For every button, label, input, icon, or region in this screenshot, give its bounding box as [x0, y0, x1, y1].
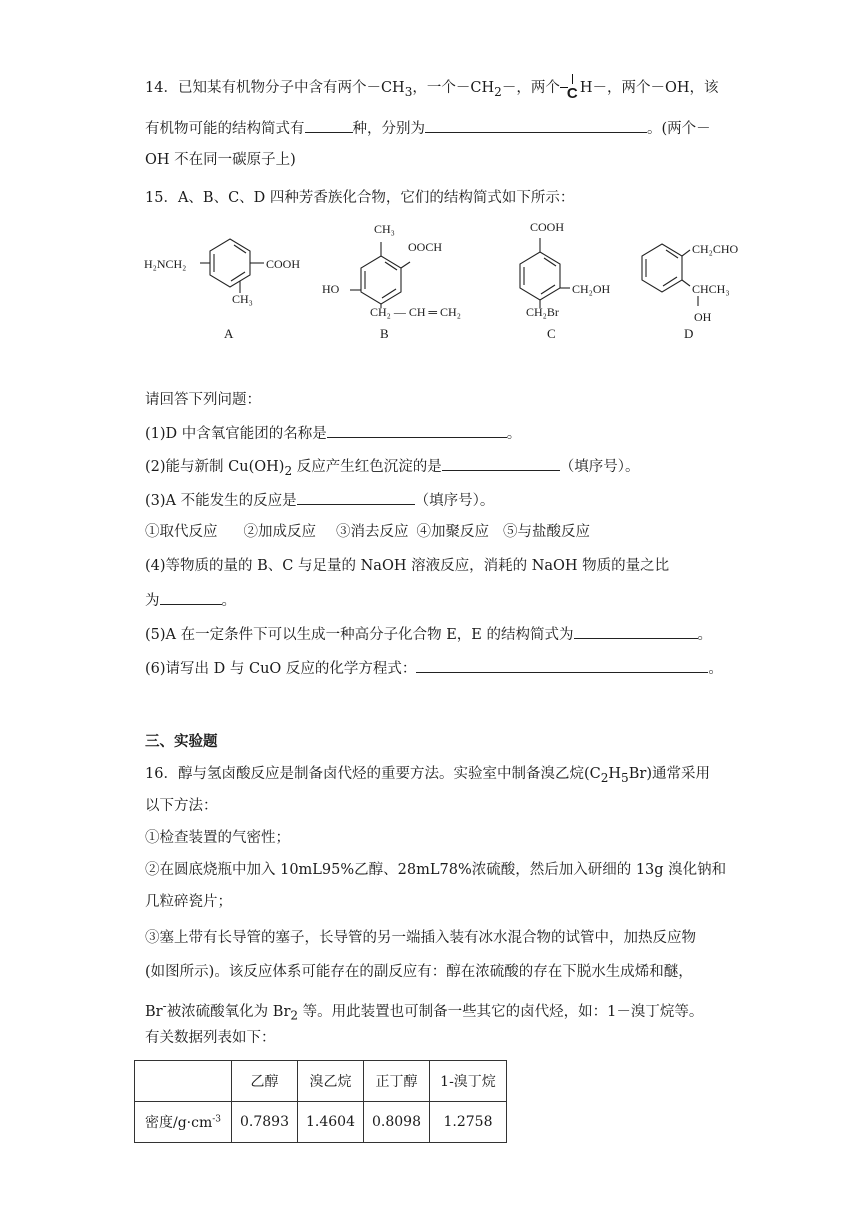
structure-a-caption: A: [224, 326, 234, 341]
q16-line-7: (如图所示)。该反应体系可能存在的副反应有：醇在浓硫酸的存在下脱水生成烯和醚，: [145, 964, 693, 980]
structure-c-caption: C: [547, 326, 556, 341]
option-3: ③消去反应: [336, 524, 409, 540]
question-text: (3)A 不能发生的反应是: [145, 493, 297, 509]
q14-text: －，两个: [501, 80, 560, 96]
option-2: ②加成反应: [243, 524, 316, 540]
table-cell: 1.2758: [430, 1102, 507, 1143]
q15-sub-6: [145, 658, 723, 679]
q15-prompt: 请回答下列问题：: [145, 392, 261, 408]
answer-blank[interactable]: [425, 118, 647, 133]
q16-text: 等。用此装置也可制备一些其它的卤代烃，如：1－溴丁烷等。: [298, 1003, 704, 1020]
q15-sub-4-line-1: (4)等物质的量的 B、C 与足量的 NaOH 溶液反应，消耗的 NaOH 物质的量之比: [145, 558, 670, 574]
option-4: ④加聚反应: [416, 524, 489, 540]
q14-text: 14．已知某有机物分子中含有两个－CH: [145, 80, 405, 96]
table-cell: 1.4604: [298, 1102, 364, 1143]
q15-sub-2: [145, 456, 639, 481]
q16-text: Br)通常采用: [628, 766, 710, 782]
subscript: 5: [621, 770, 629, 785]
answer-blank[interactable]: [297, 490, 415, 505]
q16-line-2: 以下方法：: [145, 798, 218, 814]
q16-line-6: ③塞上带有长导管的塞子，长导管的另一端插入装有冰水混合物的试管中，加热反应物: [145, 930, 696, 946]
structure-c-bottom-group: CH₂Br: [526, 305, 559, 319]
subscript: 2: [600, 770, 609, 785]
q14-text: OH 不在同一碳原子上): [145, 152, 296, 168]
structure-b-left-group: HO: [322, 282, 340, 296]
structure-b-top-group: CH₃: [374, 222, 395, 236]
question-text: (2)能与新制 Cu(OH): [145, 459, 285, 475]
q14-text: 种，分别为: [352, 121, 425, 137]
question-text: 。: [708, 661, 723, 677]
answer-blank[interactable]: [416, 658, 708, 673]
q16-text: Br: [145, 1003, 163, 1020]
answer-blank[interactable]: [327, 423, 507, 438]
q15-sub-3: [145, 490, 494, 511]
table-row-label: [135, 1102, 232, 1143]
question-text: 。: [221, 593, 236, 609]
q16-line-8: [145, 996, 703, 1026]
benzene-ring: [210, 239, 250, 287]
subscript: 2: [284, 463, 293, 478]
q15-intro: 15．A、B、C、D 四种芳香族化合物，它们的结构简式如下所示：: [145, 190, 575, 206]
q14-text: H－，两个－OH，该: [579, 80, 719, 96]
carbon-symbol: C: [566, 85, 578, 102]
table-header-cell: [135, 1061, 232, 1102]
table-header-row: [135, 1061, 507, 1102]
structure-a-bottom-group: CH₃: [232, 292, 253, 306]
structure-a-left-group: H₂NCH₂: [144, 257, 187, 271]
structure-a-right-group: COOH: [266, 257, 301, 271]
structure-d-right-top-group: CH₂CHO: [692, 242, 739, 256]
benzene-ring: [361, 256, 401, 304]
structure-b-bottom-group: CH₂ — CH ═ CH₂: [370, 305, 461, 319]
q16-line-5: 几粒碎瓷片；: [145, 894, 232, 910]
question-text: 反应产生红色沉淀的是: [292, 459, 442, 475]
q14-text: 有机物可能的结构简式有: [145, 121, 305, 137]
structure-d-right-bottom-group: CHCH₃: [692, 282, 730, 296]
structure-b-right-group: OOCH: [408, 240, 443, 254]
table-row: [135, 1102, 507, 1143]
q16-line-3: ①检查装置的气密性；: [145, 830, 290, 846]
subscript: 2: [494, 84, 502, 99]
table-header-cell: 正丁醇: [364, 1061, 430, 1102]
structure-d-caption: D: [684, 326, 694, 341]
q15-sub-4-line-2: [145, 590, 236, 611]
table-cell: 0.7893: [232, 1102, 298, 1143]
benzene-ring: [520, 252, 560, 300]
subscript: 3: [404, 84, 413, 99]
structure-b-caption: B: [380, 326, 389, 341]
methine-group: [560, 78, 580, 102]
answer-blank[interactable]: [305, 118, 353, 133]
density-table: [134, 1060, 507, 1143]
option-5: ⑤与盐酸反应: [503, 524, 590, 540]
structure-c-top-group: COOH: [530, 220, 565, 234]
table-header-cell: 1-溴丁烷: [430, 1061, 507, 1102]
structure-c-diagram: [500, 218, 630, 323]
answer-blank[interactable]: [574, 624, 698, 639]
question-text: 。: [506, 426, 522, 442]
question-text: (5)A 在一定条件下可以生成一种高分子化合物 E，E 的结构简式为: [145, 627, 574, 643]
q14-line-3: [145, 150, 296, 170]
question-text: 为: [145, 593, 160, 609]
q14-line-2: [145, 118, 711, 139]
option-1: ①取代反应: [145, 524, 218, 540]
answer-blank[interactable]: [160, 590, 222, 605]
answer-blank[interactable]: [442, 456, 560, 471]
benzene-ring: [642, 244, 682, 292]
superscript: -3: [212, 1114, 222, 1125]
structure-d-oh-group: OH: [694, 310, 712, 324]
table-cell: 0.8098: [364, 1102, 430, 1143]
superscript: -: [162, 999, 167, 1013]
question-text: (6)请写出 D 与 CuO 反应的化学方程式：: [145, 661, 417, 677]
question-text: (1)D 中含氧官能团的名称是: [145, 426, 327, 442]
q15-sub-1: [145, 423, 521, 444]
q14-line-1: [145, 78, 719, 102]
question-text: 。: [697, 627, 713, 643]
subscript: 2: [290, 1008, 299, 1023]
structure-c-right-group: CH₂OH: [572, 282, 611, 296]
q16-line-1: [145, 764, 710, 788]
q14-text: 。(两个－: [647, 121, 711, 137]
question-text: （填序号）。: [559, 459, 640, 475]
table-header-cell: 溴乙烷: [298, 1061, 364, 1102]
question-text: （填序号）。: [414, 493, 495, 509]
q16-text: H: [608, 766, 622, 782]
q15-sub-5: [145, 624, 712, 645]
q14-text: ，一个－CH: [412, 80, 495, 96]
row-label-text: 密度/g·cm: [144, 1115, 213, 1131]
q16-text: 16．醇与氢卤酸反应是制备卤代烃的重要方法。实验室中制备溴乙烷(C: [145, 766, 601, 782]
q16-line-9: 有关数据列表如下：: [145, 1030, 276, 1046]
q16-line-4: ②在圆底烧瓶中加入 10mL95%乙醇、28mL78%浓硫酸，然后加入研细的 13g 溴化钠和: [145, 862, 727, 878]
section-heading: 三、实验题: [145, 733, 218, 750]
table-header-cell: 乙醇: [232, 1061, 298, 1102]
q16-text: 被浓硫酸氧化为 Br: [166, 1003, 291, 1020]
q15-options: [145, 522, 590, 542]
